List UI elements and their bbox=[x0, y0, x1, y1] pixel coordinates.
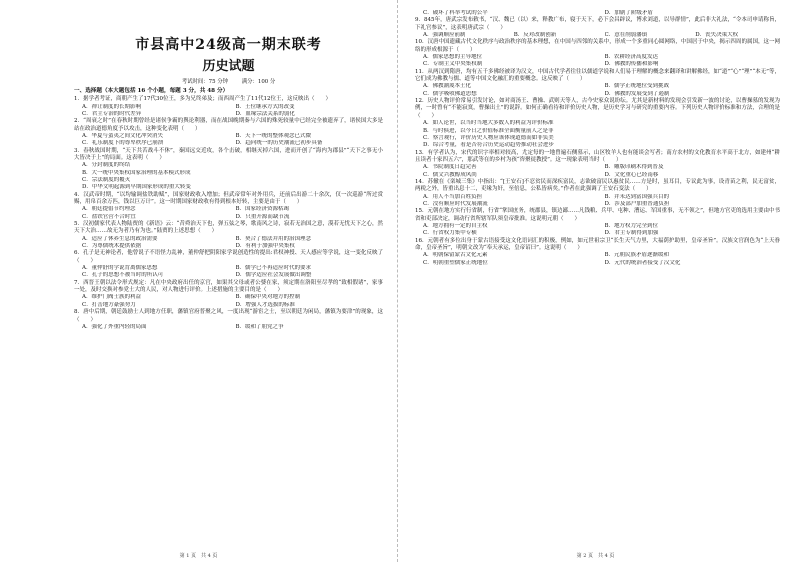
answer-option: B．大一统中央集权国家治理的基本模式形成 bbox=[82, 169, 191, 176]
answer-option: A．如人论世，以当时当地大多数人的利益为评价标准 bbox=[423, 120, 554, 127]
section-heading: 一、选择题（本大题包括 16 个小题，每题 3 分，共 48 分） bbox=[74, 88, 229, 94]
answer-option: B．反对改制创新 bbox=[513, 32, 557, 39]
answer-option: A．强化了外重内轻的局面 bbox=[82, 323, 147, 330]
answer-option: C．宗法制度的覆灭 bbox=[82, 176, 131, 183]
answer-option: C．打击地方豪强势力 bbox=[82, 301, 136, 308]
question-stem: 1．据学者考证，商朝产生了17代30位王，多为兄终弟及；而西周产生了11代12位王，这反映出（ ） bbox=[74, 96, 331, 103]
answer-option: B．天下一统的整体观念已式微 bbox=[235, 132, 312, 139]
answer-option: C．盐铁官营不合时宜 bbox=[82, 213, 136, 220]
left-question-list bbox=[74, 96, 383, 331]
answer-option: D．涉及部户加重普通负担 bbox=[604, 200, 670, 207]
option-group bbox=[74, 206, 383, 221]
question-stem: 9．845年，唐武宗发布敕书，“汉、魏已（以）来，释教广布，寝于天下，必下会昌辟议，博求刘道，以导群情”，此后非大礼法，“令本司申请称旨，下礼官参议”，这表明唐武宗（ ） bbox=[415, 17, 780, 31]
answer-option: D．综合考量，看是否符合历史运动趋势推动社会进步 bbox=[423, 142, 554, 149]
right-question-list bbox=[415, 10, 780, 267]
question-stem: 15．元朝在地方实行行省制，行省“掌国庶务，统郡县，镇边鄙……凡钱粮、兵甲、屯种、漕运、军国重事，无不领之”，但地方官吏的选用主要由中书省和吏部决定，调动行省所辖军队须皇帝批准。这说明元朝（ ） bbox=[415, 208, 780, 222]
answer-option: C．破坏了科举考试的公平 bbox=[423, 10, 488, 16]
option-group bbox=[74, 324, 383, 331]
question-item bbox=[415, 238, 780, 267]
question-item bbox=[415, 179, 780, 208]
answer-option: B．契合了德法并用的治国理念 bbox=[235, 235, 312, 242]
right-column bbox=[397, 0, 794, 562]
option-group bbox=[74, 133, 383, 148]
option-group bbox=[74, 104, 383, 119]
answer-option: D．元代的统治者接受了汉文化 bbox=[604, 259, 681, 266]
question-item bbox=[415, 17, 780, 39]
answer-option: C．没有顺应时代发展潮流 bbox=[423, 200, 488, 207]
answer-option: A．书院制度日趋完善 bbox=[423, 164, 477, 171]
answer-option: D．儒学适应社会发展做出调整 bbox=[235, 272, 312, 279]
exam-time: 考试时间：75 分钟 bbox=[181, 79, 228, 85]
question-stem: 6．孔子是无神论者，他曾说子不语怪力乱神，董仲舒把阴阳家学说创造性的提出:君权神授、天人感应等学说，这一变化反映了（ ） bbox=[74, 250, 383, 264]
option-group bbox=[415, 194, 780, 209]
question-stem: 4．汉武帝时期，“以均输调盐铁助赋”，国家财政收入增加；但武帝常年对外用兵，还前后出游二十余次，仅一次巡游“所过赏赐，用帛百余万匹，钱以巨万计”。这一时期国家财政收有得到根本好转，主要是由于（ ） bbox=[74, 191, 383, 206]
question-item bbox=[74, 192, 383, 221]
question-stem: 8．唐中后期，朝廷鼓励士人到地方任职，藩镇官府普聚之风，一度出现“游宦之士，至以朝廷为闲局，藩镇为要津”的现象，这（ ） bbox=[74, 309, 383, 323]
answer-option: A．禅让制度的长期影响 bbox=[82, 103, 141, 110]
answer-option: B．缓和了朋党之争 bbox=[235, 323, 284, 330]
answer-option: C．礼乐制度下的尊卑秩序已崩溃 bbox=[82, 140, 164, 147]
question-stem: 7．西晋王朝以法令形式规定：凡在中央政府出任的京官，如果其父母或者公婆在家，须定期在洛阳至尽孝的“致相假诸”，家事一处，及时交换对参党士大的人民，对人物进行评价。上述措施的主要目的是（ ） bbox=[74, 279, 383, 294]
question-item bbox=[415, 69, 780, 98]
answer-option: C．为尊儒统术提供依据 bbox=[82, 243, 142, 250]
answer-option: A．儒家思想的主导地位 bbox=[423, 54, 482, 61]
answer-option: A．地方拥有一定的自主权 bbox=[423, 222, 488, 229]
question-item bbox=[415, 39, 780, 68]
answer-option: A．用人不当加百姓负担 bbox=[423, 193, 482, 200]
answer-option: D．佛教的传播和影响 bbox=[604, 61, 659, 68]
exam-meta bbox=[74, 77, 383, 85]
answer-option: A．适应了休养生息的政治需要 bbox=[82, 235, 158, 242]
answer-option: B．并未达到富国强兵目的 bbox=[604, 193, 670, 200]
answer-option: B．儒学已不再适应时代的要求 bbox=[235, 265, 312, 272]
answer-option: C．意在削弱藩镇 bbox=[604, 32, 648, 39]
answer-option: B．与时俱进，以今日之价值标准全面衡量前人之是非 bbox=[423, 127, 554, 134]
answer-option: C．专制主义中央集权制 bbox=[423, 61, 483, 68]
question-stem: 10．汉唐中国遗藏古代文化秩序与政治秩序的基本理想，在中国与四邻的关系中，形成一个多重同心圆网络，中国居于中央，揭示四周的属国，这一网络的形成根源于（ ） bbox=[415, 39, 780, 53]
question-item bbox=[74, 118, 383, 147]
option-group bbox=[415, 120, 780, 149]
option-group bbox=[415, 83, 780, 98]
question-stem: 11．从两汉到隋唐，均有五千多佛经被译为汉文，中国古代学者往往以儒道学说和人们易于理解的概念来翻译和讲解佛经，如“道”“心”“理”“本无”等，它们成为佛教与儒、道等中国文化融汇的重要概念。这反映了（ ） bbox=[415, 68, 780, 83]
option-group bbox=[415, 223, 780, 238]
question-item bbox=[74, 221, 383, 250]
answer-option: B．确保中央对地方的控制 bbox=[235, 294, 301, 301]
answer-option: B．雕版印刷术得到普及 bbox=[604, 164, 664, 171]
answer-option: B．儒学正统地位受到挑战 bbox=[604, 83, 670, 90]
answer-option: D．加剧了阶级矛盾 bbox=[604, 10, 653, 16]
answer-option: C．孔子的思想不被当时的所认可 bbox=[82, 272, 164, 279]
answer-option: B．王位继承方式的改变 bbox=[235, 103, 295, 110]
answer-option: C．察言观行，评价历史人物应该体现道德而如非负美 bbox=[423, 134, 554, 141]
answer-option: B．地方权力完全到位 bbox=[604, 222, 659, 229]
answer-option: D．血缘宗法关系的弱化 bbox=[235, 110, 295, 117]
option-group bbox=[74, 162, 383, 191]
option-group bbox=[415, 54, 780, 69]
question-item bbox=[74, 148, 383, 192]
answer-option: C．君主专治的时代差异 bbox=[82, 110, 142, 117]
answer-option: B．国家经济资源枯竭 bbox=[235, 206, 290, 213]
answer-option: A．朝廷提倡节约理念 bbox=[82, 206, 136, 213]
question-stem: 16．元朝者有多位出身于蒙古语接受这文化语词汇的积极，例如，如元世祖宗卫“长生天气力里，大福荫护助里，皇帝圣旨”。汉族文官润色为“上天眷命，皇帝圣旨”，明朝文改为“奉天承运，皇帝诏曰”。这说明（ ） bbox=[415, 237, 780, 251]
answer-option: A．华夏与蛮夷之间文化冲突消失 bbox=[82, 132, 163, 139]
option-group bbox=[74, 294, 383, 309]
answer-option: B．农耕经济高度发达 bbox=[604, 54, 659, 61]
option-group bbox=[415, 164, 780, 179]
option-group bbox=[74, 236, 383, 251]
answer-option: D．趋向统一的历史潮流已初步具备 bbox=[235, 140, 323, 147]
answer-option: D．增强人才选拔的标准 bbox=[235, 301, 295, 308]
answer-option: D．只重开源而缺节流 bbox=[235, 213, 290, 220]
answer-option: A．佛教潮蔑本土化 bbox=[423, 83, 471, 90]
question-stem: 5．汉初儒家代表人物陆贾的《新语》云：“昔舜治天下也，弹五弦之琴，歌南风之诗，寂若无治国之意，漠若无忧天下之心，然天下大治……故无为者乃有为也。”陆贾的上述思想（ ） bbox=[74, 221, 383, 235]
question-stem: 14．苏辙在《栾城三集》中指出：“[王安石]不忍贫民而深疾富民，志欲破富民以惠贫民……方是时，虽耳目，专议此为事，设青苗之利，民无富贫，两税之外，皆重出息十二，吏缘为奸，至倍息，公私皆病矣。”作者在此强调了王安石变法（ ） bbox=[415, 178, 780, 193]
answer-option: D．丧失决策大权 bbox=[695, 32, 739, 39]
answer-option: A．维护门阀士族的利益 bbox=[82, 294, 141, 301]
answer-option: D．文化重心已经南移 bbox=[604, 171, 659, 178]
answer-option: C．儒文兴教醇成风尚 bbox=[423, 171, 477, 178]
answer-option: C．明朝重塑儒家正统地位 bbox=[423, 259, 488, 266]
question-item bbox=[415, 208, 780, 237]
option-group bbox=[415, 252, 780, 267]
question-item bbox=[74, 280, 383, 309]
answer-option: B．元朝民族矛盾逐渐缓和 bbox=[604, 252, 670, 259]
question-item bbox=[74, 309, 383, 331]
answer-option: D．有利于加强中央集权 bbox=[235, 243, 295, 250]
question-item bbox=[415, 98, 780, 149]
question-stem: 3．春秋战国时期，“天下共苦战斗不休”，秦国远交近攻，各个击破，相继灭掉六国，进而开创了“海内为郡县”“天下之事无小大皆决于上”的局面。这表明（ ） bbox=[74, 147, 383, 161]
question-stem: 2．“周衰之时”在春秋时期曾经是诸侯争霸的舆论利器，而在战国晚期秦与六国的殊死较量中已经完全被遗弃了，诸侯国大多是站在政治道德角度予以攻击，这种变化表明（ ） bbox=[74, 118, 383, 132]
exam-title: 市县高中24级高一期末联考 bbox=[135, 37, 322, 53]
answer-option: A．董仲舒的学说背离儒家思想 bbox=[82, 265, 158, 272]
question-item bbox=[415, 150, 780, 179]
answer-option: A．明朝保留蒙古文化元素 bbox=[423, 252, 488, 259]
question-item bbox=[74, 250, 383, 279]
answer-option: A．分封制度的终结 bbox=[82, 162, 130, 169]
answer-option: D．君主专制得到加强 bbox=[604, 230, 659, 237]
page-number-left: 第 1 页 共 4 页 bbox=[179, 553, 218, 559]
question-item bbox=[74, 96, 383, 118]
exam-score: 满分：100 分 bbox=[241, 79, 276, 85]
exam-subtitle: 历史试题 bbox=[202, 59, 255, 74]
page-number-right: 第 2 页 共 4 页 bbox=[576, 553, 615, 559]
question-stem: 12．历史人物评价常易引发讨论，如对商汤王、曹操、武则天等人，古今史家众说纷纭。尤其是新材料的发现会引发新一波的讨论，以曹操墓的发现为例，一时曾有“不能寂寞，曹操出土”的说辞。如何正确看待和评价历史人物，是历史学习与研究的重要内容。下列历史人物评价标准和方法，合理的是（ ） bbox=[415, 98, 780, 119]
answer-option: C．儒学吸收佛道思想 bbox=[423, 90, 477, 97]
answer-option: C．行省权力集中专横 bbox=[423, 230, 477, 237]
question-stem: 13．有学者认为，宋代的识字率相对较高，尤定每的一地曾遍石侧墓示，山区牧羊人也有能谈会写者；南方农村的文化教育水平高于北方，如建州“耕且读者十家四五六”，那武等在的乡村为孩“咨聚徒教授”。这一现象表明当时（ ） bbox=[415, 149, 780, 163]
answer-option: A．强调顺应前制 bbox=[423, 32, 466, 39]
option-group bbox=[74, 265, 383, 280]
answer-option: D．中华文明起源到早期国家形成的重大转变 bbox=[82, 184, 191, 191]
answer-option: D．佛教的发展受到了遏制 bbox=[604, 90, 670, 97]
